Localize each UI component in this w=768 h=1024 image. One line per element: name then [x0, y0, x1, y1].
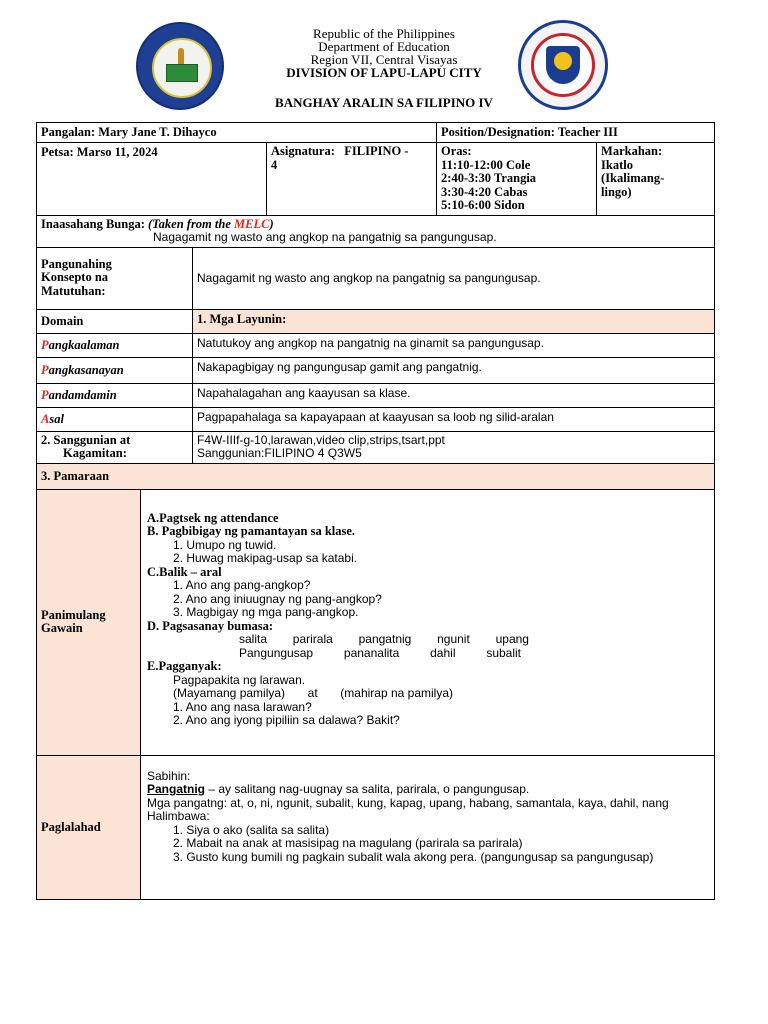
quarter-cell [597, 143, 715, 216]
paglalahad-content: Sabihin: Pangatnig – ay salitang nag-uugnay sa salita, parirala, o pangungusap. Mga pangatng: at, o, ni, ngunit, subalit, kung, kapag, upang, habang, samantala, kaya, dahil, nang Halimbawa: 1. Siya o ako (salita sa salita) 2. Mabait na anak at masisipag na magulang (parirala sa parirala) 3. Gusto kung bumili ng pagkain subalit wala akong pera. (pangungusap sa pangungusap) [141, 755, 715, 899]
time-label: Oras: [441, 144, 472, 158]
quarter-week-cont: lingo) [601, 184, 632, 199]
concept-text: Nagagamit ng wasto ang angkop na pangatnig sa pangungusap. [193, 247, 715, 309]
resources-text: F4W-IIIf-g-10,larawan,video clip,strips,tsart,ppt Sanggunian:FILIPINO 4 Q3W5 [193, 431, 715, 463]
domain-objective-text: Nakapagbigay ng pangungusap gamit ang pangatnig. [193, 357, 715, 383]
resources-label: 2. Sanggunian at Kagamitan: [37, 431, 193, 463]
procedure-label: 3. Pamaraan [37, 463, 715, 489]
domain-header-row [37, 309, 715, 333]
header-republic: Republic of the Philippines [313, 26, 455, 41]
panimula-label: Panimulang Gawain [37, 489, 141, 755]
domain-objective-text: Natutukoy ang angkop na pangatnig na ginamit sa pangungusap. [193, 333, 715, 357]
header-division: DIVISION OF LAPU-LAPU CITY [286, 65, 482, 80]
quarter-value: Ikatlo [601, 157, 633, 172]
time-slot: 2:40-3:30 Trangia [441, 171, 537, 185]
time-cell [437, 143, 597, 216]
panimula-row [37, 489, 715, 755]
domain-row: Pangkaalaman Natutukoy ang angkop na pangatnig na ginamit sa pangungusap. [37, 333, 715, 357]
domain-label: Domain [37, 309, 193, 333]
quarter-label: Markahan: [601, 144, 663, 158]
expected-text: Nagagamit ng wasto ang angkop na pangatnig sa pangungusap. [153, 230, 497, 244]
page-title: BANGHAY ARALIN SA FILIPINO IV [275, 95, 493, 110]
paglalahad-label: Paglalahad [37, 755, 141, 899]
subject-label: Asignatura: [271, 144, 335, 158]
paglalahad-row [37, 755, 715, 899]
procedure-row [37, 463, 715, 489]
subject-value: FILIPINO - [344, 144, 409, 158]
teacher-position: Position/Designation: Teacher III [437, 123, 715, 143]
reading-words: Pangungusap pananalita dahil subalit [239, 645, 521, 660]
info-row-2 [37, 143, 715, 216]
time-slot: 11:10-12:00 Cole [441, 157, 531, 172]
pangatnig-term: Pangatnig [147, 782, 206, 796]
info-row-1 [37, 123, 715, 143]
resources-row [37, 431, 715, 463]
header-region: Region VII, Central Visayas [310, 52, 458, 67]
lesson-plan-table [36, 122, 715, 900]
lesson-date: Petsa: Marso 11, 2024 [37, 143, 267, 216]
header-department: Department of Education [318, 39, 450, 54]
expected-outcome-row: Inaasahang Bunga: (Taken from the MELC) Nagagamit ng wasto ang angkop na pangatnig sa pangungusap. [37, 215, 715, 247]
objectives-label: 1. Mga Layunin: [193, 309, 715, 333]
time-slot: 5:10-6:00 Sidon [441, 198, 525, 212]
subject-grade: 4 [271, 157, 278, 172]
time-slot: 3:30-4:20 Cabas [441, 184, 528, 199]
document-header [0, 0, 768, 110]
concept-row [37, 247, 715, 309]
panimula-content: A.Pagtsek ng attendance B. Pagbibigay ng pamantayan sa klase. 1. Umupo ng tuwid. 2. Huwag makipag-usap sa katabi. C.Balik – aral 1. Ano ang pang-angkop? 2. Ano ang iniuugnay ng pang-angkop? 3. Magbigay ng mga pang-angkop. D. Pagsasanay bumasa: salita parirala pangatnig ngunit upang Pangungusap pananalita dahil subalit E.Pagganyak: Pagpapakita ng larawan. (Mayamang pamilya) at (mahirap na pamilya) 1. Ano ang nasa larawan? 2. Ano ang iyong pipiliin sa dalawa? Bakit? [141, 489, 715, 755]
subject-cell [267, 143, 437, 216]
concept-label: Pangunahing Konsepto na Matutuhan: [37, 247, 193, 309]
domain-row: Pandamdamin Napahalagahan ang kaayusan sa klase. [37, 383, 715, 407]
teacher-name: Pangalan: Mary Jane T. Dihayco [37, 123, 437, 143]
domain-row: Pangkasanayan Nakapagbigay ng pangungusap gamit ang pangatnig. [37, 357, 715, 383]
domain-objective-text: Pagpapahalaga sa kapayapaan at kaayusan sa loob ng silid-aralan [193, 407, 715, 431]
quarter-week: (Ikalimang- [601, 171, 665, 185]
domain-row: Asal Pagpapahalaga sa kapayapaan at kaayusan sa loob ng silid-aralan [37, 407, 715, 431]
melc-label: MELC [234, 216, 270, 231]
domain-objective-text: Napahalagahan ang kaayusan sa klase. [193, 383, 715, 407]
expected-label: Inaasahang Bunga: [41, 216, 148, 231]
reading-words: salita parirala pangatnig ngunit upang [239, 632, 529, 646]
